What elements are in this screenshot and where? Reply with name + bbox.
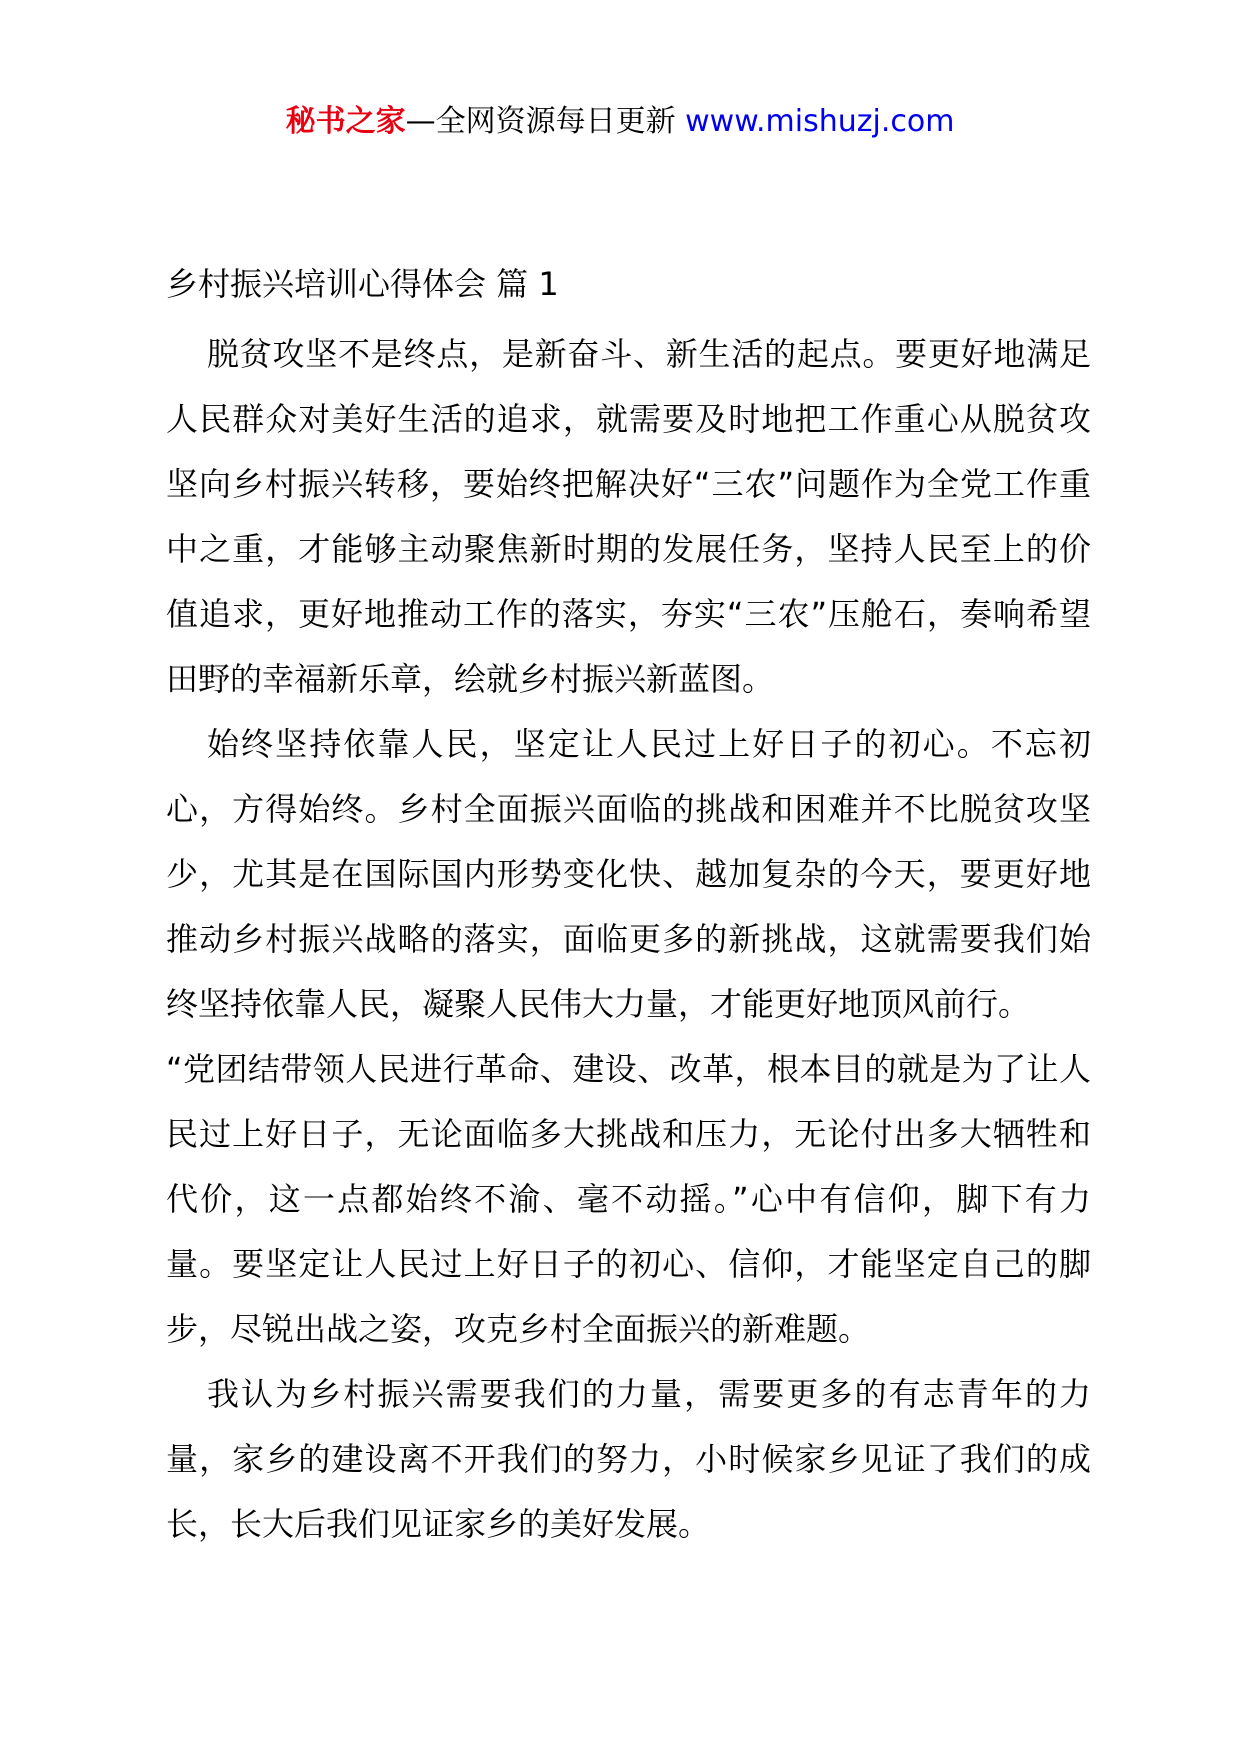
site-tagline: —全网资源每日更新 — [405, 104, 676, 139]
site-brand: 秘书之家 — [285, 104, 406, 139]
paragraph-1: 脱贫攻坚不是终点，是新奋斗、新生活的起点。要更好地满足人民群众对美好生活的追求，就需要及时地把工作重心从脱贫攻坚向乡村振兴转移，要始终把解决好“三农”问题作为全党工作重中之重，才能够主动聚焦新时期的发展任务，坚持人民至上的价值追求，更好地推动工作的落实，夯实“三农”压舱石，奏响希望田野的幸福新乐章，绘就乡村振兴新蓝图。 — [166, 335, 1091, 698]
site-url-link[interactable]: www.mishuzj.com — [685, 104, 955, 139]
document-title: 乡村振兴培训心得体会 篇 1 — [166, 265, 559, 303]
document-body — [166, 322, 1091, 1557]
paragraph-4: 我认为乡村振兴需要我们的力量，需要更多的有志青年的力量，家乡的建设离不开我们的努力，小时候家乡见证了我们的成长，长大后我们见证家乡的美好发展。 — [166, 1375, 1091, 1543]
site-header — [0, 100, 1240, 144]
paragraph-2: 始终坚持依靠人民，坚定让人民过上好日子的初心。不忘初心，方得始终。乡村全面振兴面临的挑战和困难并不比脱贫攻坚少，尤其是在国际国内形势变化快、越加复杂的今天，要更好地推动乡村振兴战略的落实，面临更多的新挑战，这就需要我们始终坚持依靠人民，凝聚人民伟大力量，才能更好地顶风前行。 — [166, 725, 1091, 1023]
paragraph-3: “党团结带领人民进行革命、建设、改革，根本目的就是为了让人民过上好日子，无论面临多大挑战和压力，无论付出多大牺牲和代价，这一点都始终不渝、毫不动摇。”心中有信仰，脚下有力量。要坚定让人民过上好日子的初心、信仰，才能坚定自己的脚步，尽锐出战之姿，攻克乡村全面振兴的新难题。 — [166, 1050, 1091, 1348]
